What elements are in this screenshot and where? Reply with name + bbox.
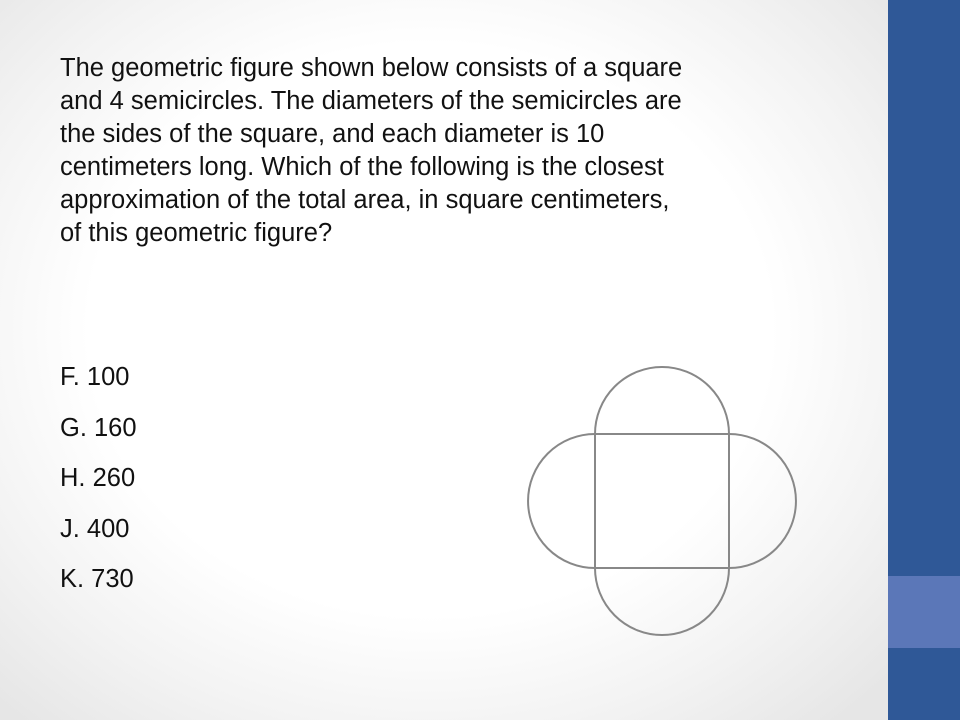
- choice-g: G. 160: [60, 413, 137, 442]
- left-semicircle: [528, 434, 595, 568]
- square-shape: [595, 434, 729, 568]
- choice-k: K. 730: [60, 565, 134, 593]
- bottom-semicircle: [595, 568, 729, 635]
- question-text: The geometric figure shown below consists of a square and 4 semicircles. The diameters of the semicircles are the sides of the square, and each diameter is 10 centimeters long. Which of the following is the closest approximation of the total area, in square centimeters, of this geometric figure?: [60, 54, 683, 247]
- square-semicircles-figure: [520, 358, 805, 643]
- choice-j: J. 400: [60, 514, 130, 543]
- answer-choices: [60, 352, 137, 605]
- choice-f: F. 100: [60, 363, 130, 391]
- right-semicircle: [729, 434, 796, 568]
- sidebar-accent-block: [888, 576, 960, 648]
- top-semicircle: [595, 367, 729, 434]
- choice-h: H. 260: [60, 464, 136, 492]
